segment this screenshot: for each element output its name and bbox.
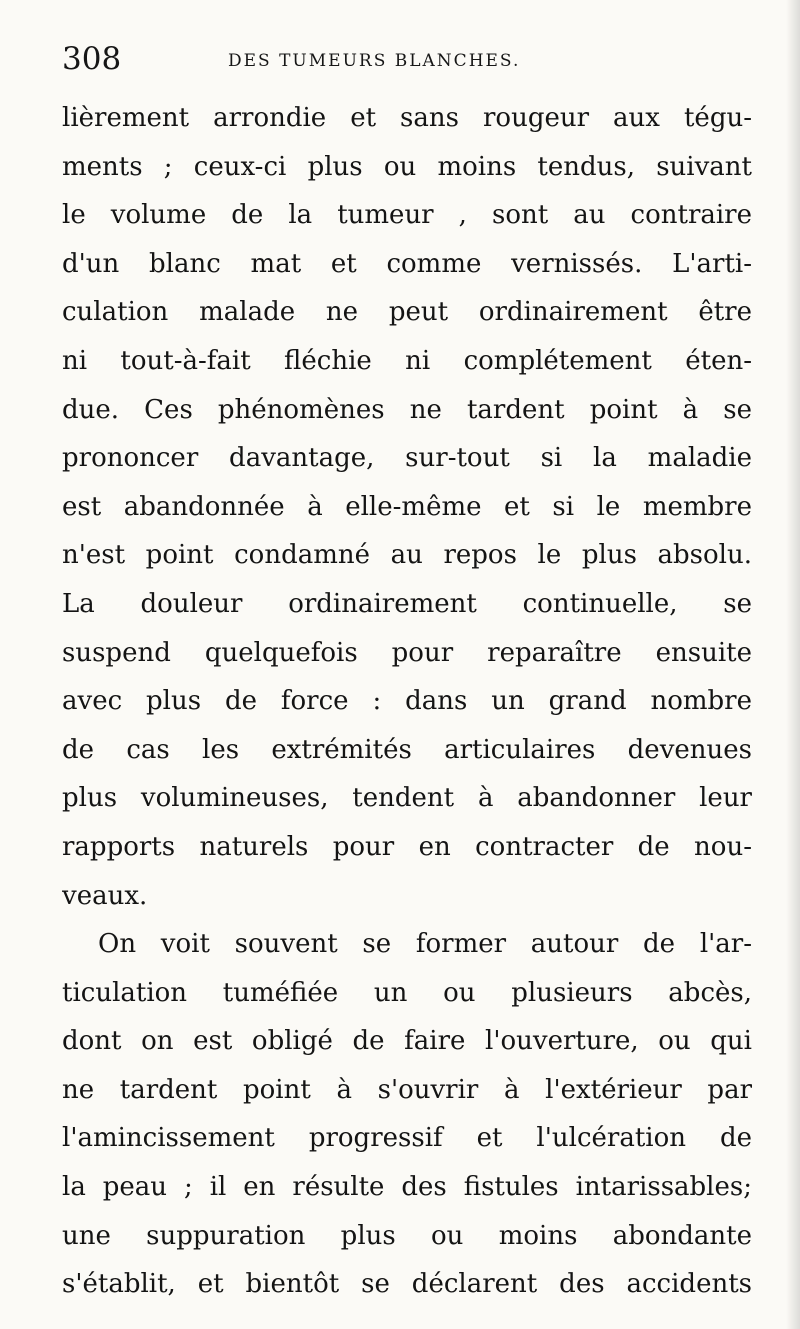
text-line: ne tardent point à s'ouvrir à l'extérieur par <box>62 1074 752 1105</box>
page-number: 308 <box>62 41 122 77</box>
text-line: s'établit, et bientôt se déclarent des accidents <box>62 1269 752 1300</box>
text-line: prononcer davantage, sur-tout si la maladie <box>62 443 752 474</box>
page-edge-shadow <box>786 0 800 1329</box>
text-line: n'est point condamné au repos le plus absolu. <box>62 540 752 571</box>
running-title: DES TUMEURS BLANCHES. <box>228 51 521 71</box>
body-text <box>62 94 752 1309</box>
text-line: ments ; ceux-ci plus ou moins tendus, suivant <box>62 151 752 182</box>
text-line: ni tout-à-fait fléchie ni complétement éten- <box>62 345 752 376</box>
text-line: due. Ces phénomènes ne tardent point à se <box>62 394 752 425</box>
text-line: La douleur ordinairement continuelle, se <box>62 588 752 619</box>
paragraph-last-line: veaux. <box>62 880 148 911</box>
text-line: culation malade ne peut ordinairement être <box>62 297 752 328</box>
text-line: plus volumineuses, tendent à abandonner leur <box>62 783 752 814</box>
text-line: de cas les extrémités articulaires devenues <box>62 734 752 765</box>
text-line: d'un blanc mat et comme vernissés. L'arti- <box>62 248 752 279</box>
text-line: la peau ; il en résulte des fistules intarissables; <box>62 1172 752 1203</box>
text-line: suspend quelquefois pour reparaître ensuite <box>62 637 752 668</box>
text-line: ticulation tuméfiée un ou plusieurs abcès, <box>62 977 752 1008</box>
text-line: le volume de la tumeur , sont au contraire <box>62 200 752 231</box>
text-line: l'amincissement progressif et l'ulcération de <box>62 1123 752 1154</box>
text-line: lièrement arrondie et sans rougeur aux tégu- <box>62 103 752 133</box>
running-head <box>62 40 742 84</box>
paragraph-first-line: On voit souvent se former autour de l'ar- <box>98 929 752 960</box>
text-line: avec plus de force : dans un grand nombre <box>62 686 752 717</box>
text-line: est abandonnée à elle-même et si le membre <box>62 491 752 522</box>
text-line: une suppuration plus ou moins abondante <box>62 1220 752 1251</box>
text-line: dont on est obligé de faire l'ouverture, ou qui <box>62 1026 752 1057</box>
text-line: rapports naturels pour en contracter de nou- <box>62 831 752 862</box>
